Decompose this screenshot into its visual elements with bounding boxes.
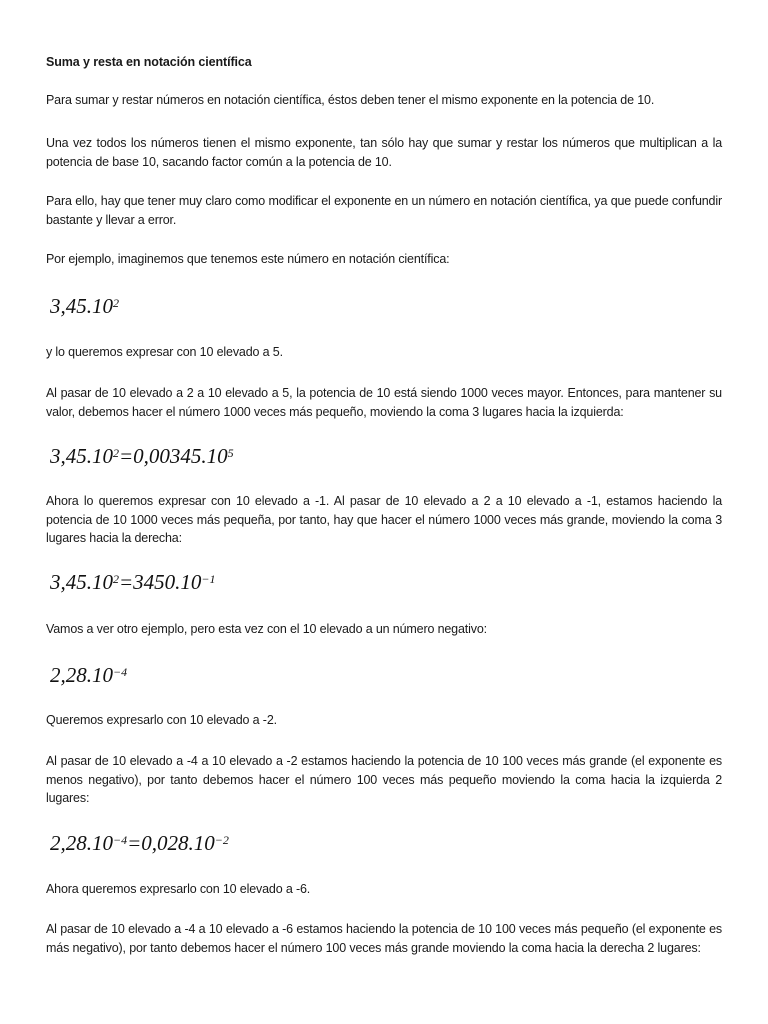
formula-3-exponent-2: −1 — [201, 572, 216, 586]
formula-5-result: =0,028.10 — [127, 831, 215, 855]
paragraph-3: Para ello, hay que tener muy claro como modificar el exponente en un número en notación científica, ya que puede confundir bastante y llevar a error. — [46, 194, 722, 227]
formula-5-exponent-1: −4 — [113, 833, 128, 847]
formula-2-exponent-1: 2 — [113, 446, 119, 460]
formula-5-exponent-2: −2 — [214, 833, 229, 847]
paragraph-8: Vamos a ver otro ejemplo, pero esta vez con el 10 elevado a un número negativo: — [46, 622, 487, 636]
paragraph-12: Al pasar de 10 elevado a -4 a 10 elevado a -6 estamos haciendo la potencia de 10 100 veces más pequeño (el exponente es más negativo), por tanto debemos hacer el número 100 veces más grande moviendo la coma hacia la derecha 2 lugares: — [46, 922, 722, 955]
paragraph-2: Una vez todos los números tienen el mismo exponente, tan sólo hay que sumar y restar los números que multiplican a la potencia de base 10, sacando factor común a la potencia de 10. — [46, 136, 722, 169]
paragraph-1: Para sumar y restar números en notación científica, éstos deben tener el mismo exponente en la potencia de 10. — [46, 93, 655, 107]
formula-3-base: 3,45.10 — [50, 570, 113, 594]
paragraph-6: Al pasar de 10 elevado a 2 a 10 elevado a 5, la potencia de 10 está siendo 1000 veces mayor. Entonces, para mantener su valor, debemos hacer el número 1000 veces más pequeño, moviendo la coma 3 lugares hacia la izquierda: — [46, 386, 722, 419]
document-page — [46, 0, 722, 1024]
formula-2-exponent-2: 5 — [227, 446, 234, 460]
formula-1-exponent: 2 — [113, 296, 119, 310]
document-title: Suma y resta en notación científica — [46, 55, 252, 69]
formula-2 — [50, 443, 234, 469]
paragraph-4: Por ejemplo, imaginemos que tenemos este número en notación científica: — [46, 252, 450, 266]
formula-4-exponent: −4 — [113, 665, 128, 679]
formula-1-base: 3,45.10 — [50, 294, 113, 318]
paragraph-10: Al pasar de 10 elevado a -4 a 10 elevado a -2 estamos haciendo la potencia de 10 100 veces más grande (el exponente es menos negativo), por tanto debemos hacer el número 100 veces más pequeño moviendo la coma hacia la izquierda 2 lugares: — [46, 754, 722, 805]
formula-1 — [50, 293, 119, 319]
formula-3-exponent-1: 2 — [113, 572, 119, 586]
formula-5-base: 2,28.10 — [50, 831, 113, 855]
formula-3-result: =3450.10 — [119, 570, 202, 594]
formula-4 — [50, 662, 127, 688]
paragraph-11: Ahora queremos expresarlo con 10 elevado a -6. — [46, 882, 311, 896]
formula-4-base: 2,28.10 — [50, 663, 113, 687]
paragraph-9: Queremos expresarlo con 10 elevado a -2. — [46, 713, 277, 727]
formula-2-result: =0,00345.10 — [119, 444, 228, 468]
paragraph-7: Ahora lo queremos expresar con 10 elevado a -1. Al pasar de 10 elevado a 2 a 10 elevado a -1, estamos haciendo la potencia de 10 1000 veces más pequeña, por tanto, hay que hacer el número 1000 veces más grande, moviendo la coma 3 lugares hacia la derecha: — [46, 494, 722, 545]
formula-2-base: 3,45.10 — [50, 444, 113, 468]
formula-5 — [50, 830, 229, 856]
formula-3 — [50, 569, 216, 595]
paragraph-5: y lo queremos expresar con 10 elevado a 5. — [46, 345, 283, 359]
